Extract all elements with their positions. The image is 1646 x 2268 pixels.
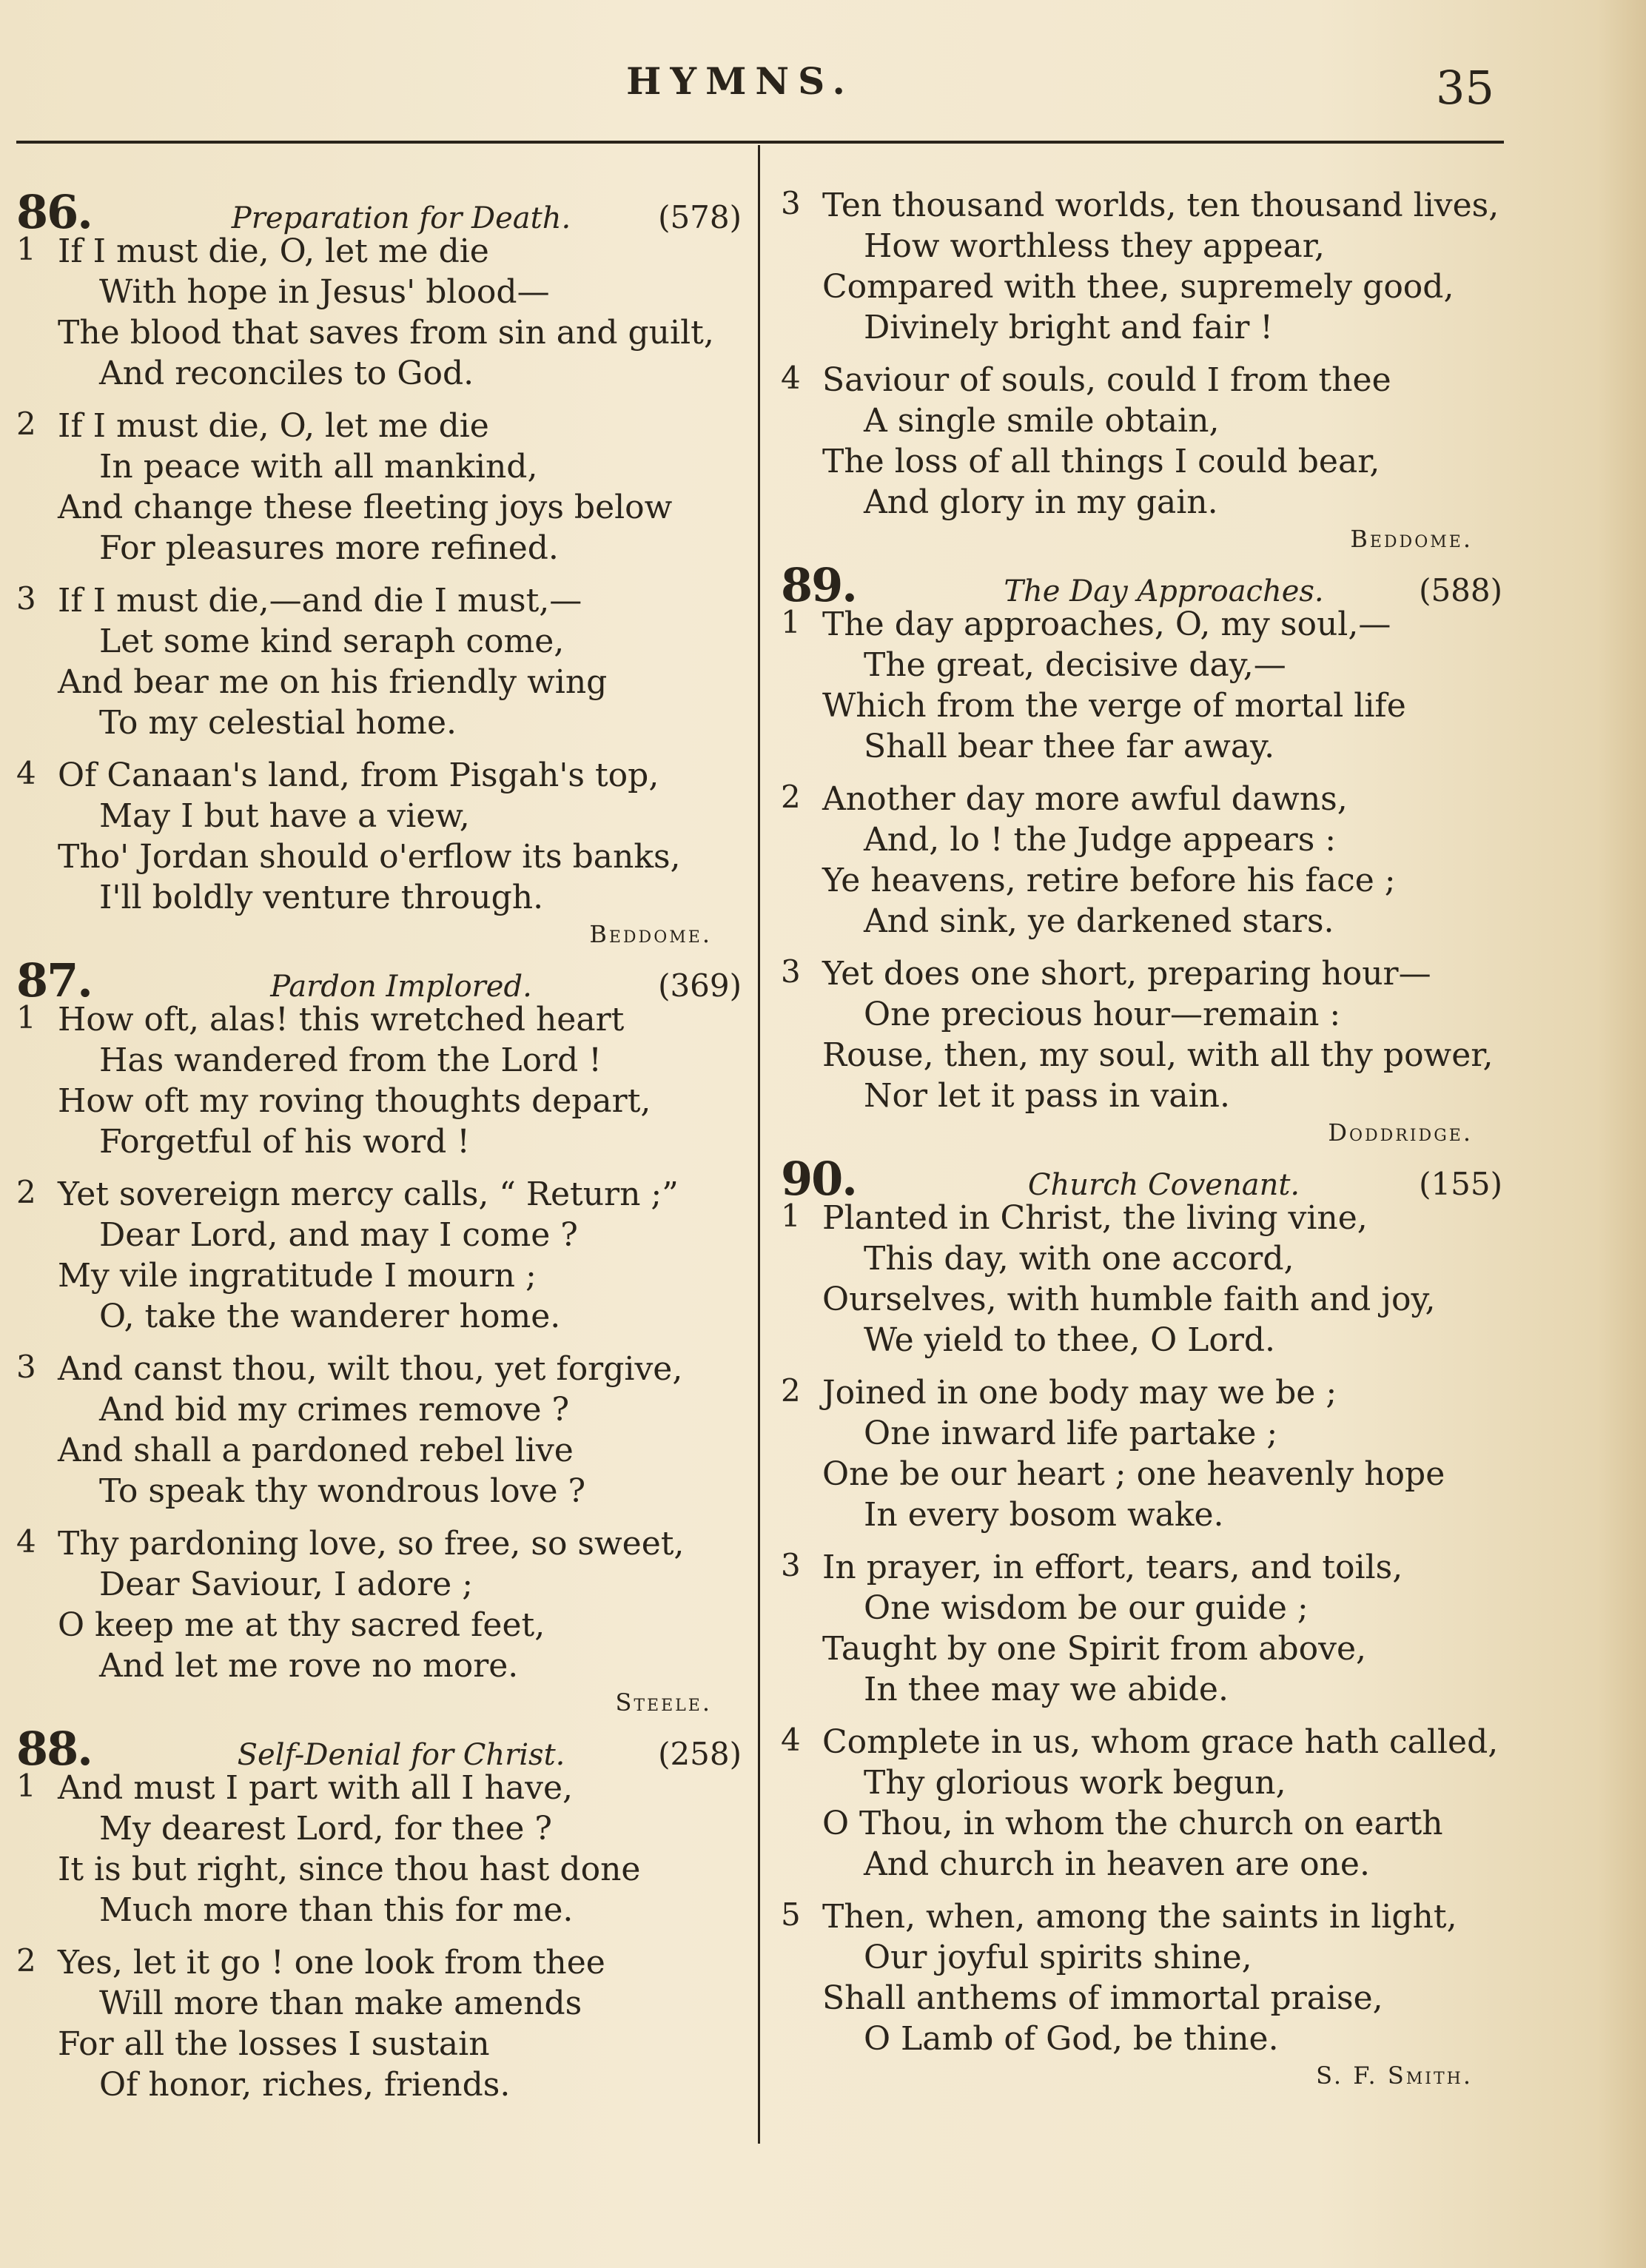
hymn-number: 86. bbox=[16, 185, 92, 239]
verse-line: The great, decisive day,— bbox=[864, 646, 1286, 684]
verse-line: Dear Saviour, I adore ; bbox=[99, 1566, 474, 1603]
verse-line: And church in heaven are one. bbox=[864, 1845, 1370, 1883]
verse-line: O Lamb of God, be thine. bbox=[864, 2020, 1279, 2058]
verse-line: And change these fleeting joys below bbox=[58, 489, 673, 526]
verse-line: One wisdom be our guide ; bbox=[864, 1589, 1309, 1627]
hymn-header bbox=[781, 558, 1502, 612]
verse-line: Thy glorious work begun, bbox=[864, 1764, 1286, 1802]
verse-line: Nor let it pass in vain. bbox=[864, 1077, 1230, 1115]
verse-number: 3 bbox=[16, 580, 36, 617]
hymn-number: 87. bbox=[16, 953, 92, 1007]
hymn-number: 89. bbox=[781, 558, 856, 612]
running-title: HYMNS. bbox=[626, 59, 854, 103]
verse-number: 3 bbox=[781, 953, 801, 990]
verse-line: And must I part with all I have, bbox=[58, 1769, 573, 1807]
verse-number: 2 bbox=[16, 1942, 36, 1979]
hymn-reference: (578) bbox=[658, 199, 742, 235]
hymn-author: Steele. bbox=[615, 1688, 712, 1717]
verse-line: And sink, ye darkened stars. bbox=[864, 902, 1334, 940]
verse-line: Taught by one Spirit from above, bbox=[822, 1630, 1366, 1668]
verse-line: If I must die,—and die I must,— bbox=[58, 582, 582, 620]
verse-line: We yield to thee, O Lord. bbox=[864, 1321, 1276, 1359]
page-number: 35 bbox=[1436, 61, 1494, 115]
verse-line: Let some kind seraph come, bbox=[99, 623, 565, 660]
verse-line: Another day more awful dawns, bbox=[822, 780, 1348, 818]
verse-line: One be our heart ; one heavenly hope bbox=[822, 1455, 1445, 1493]
verse bbox=[781, 360, 1502, 523]
verse-line: Planted in Christ, the living vine, bbox=[822, 1199, 1368, 1237]
verse bbox=[16, 999, 742, 1162]
hymn-reference: (258) bbox=[658, 1736, 742, 1772]
verse bbox=[16, 1349, 742, 1512]
hymn-title: Self-Denial for Christ. bbox=[237, 1738, 565, 1772]
verse-number: 4 bbox=[16, 1523, 36, 1560]
verse-line: And reconciles to God. bbox=[99, 355, 474, 392]
verse-line: Shall anthems of immortal praise, bbox=[822, 1979, 1383, 2017]
hymn-author: Beddome. bbox=[1350, 525, 1473, 553]
verse-line: For pleasures more refined. bbox=[99, 529, 559, 567]
verse bbox=[781, 1896, 1502, 2059]
verse bbox=[781, 953, 1502, 1116]
column-rule bbox=[758, 145, 760, 2144]
verse-line: I'll boldly venture through. bbox=[99, 879, 544, 916]
hymn-reference: (155) bbox=[1419, 1166, 1502, 1202]
verse-line: My dearest Lord, for thee ? bbox=[99, 1810, 553, 1848]
verse-line: If I must die, O, let me die bbox=[58, 232, 489, 270]
verse-line: And canst thou, wilt thou, yet forgive, bbox=[58, 1350, 683, 1388]
verse-line: Of honor, riches, friends. bbox=[99, 2066, 511, 2104]
hymn-header bbox=[16, 953, 742, 1007]
verse-line: And, lo ! the Judge appears : bbox=[864, 821, 1337, 859]
verse-line: One precious hour—remain : bbox=[864, 996, 1341, 1033]
hymn-title: Church Covenant. bbox=[1027, 1168, 1300, 1202]
verse-line: Joined in one body may we be ; bbox=[822, 1374, 1337, 1412]
verse bbox=[781, 1547, 1502, 1710]
verse-line: If I must die, O, let me die bbox=[58, 407, 489, 445]
verse-number: 1 bbox=[16, 999, 36, 1036]
verse-line: Ten thousand worlds, ten thousand lives, bbox=[822, 187, 1499, 224]
verse-line: This day, with one accord, bbox=[864, 1240, 1294, 1278]
verse-line: O keep me at thy sacred feet, bbox=[58, 1606, 545, 1644]
verse-number: 2 bbox=[781, 779, 801, 815]
verse-line: Forgetful of his word ! bbox=[99, 1123, 470, 1161]
verse bbox=[781, 1198, 1502, 1361]
hymn-89 bbox=[781, 558, 1502, 1147]
verse-line: My vile ingratitude I mourn ; bbox=[58, 1257, 537, 1295]
verse-line: To my celestial home. bbox=[99, 704, 457, 742]
verse-line: May I but have a view, bbox=[99, 797, 470, 835]
verse-line: Yet does one short, preparing hour— bbox=[822, 955, 1431, 993]
verse-line: Which from the verge of mortal life bbox=[822, 687, 1406, 725]
verse-number: 1 bbox=[781, 1198, 801, 1234]
verse bbox=[16, 755, 742, 918]
hymn-88 bbox=[16, 1722, 742, 2105]
verse-line: Ye heavens, retire before his face ; bbox=[822, 862, 1396, 899]
hymn-header bbox=[781, 1152, 1502, 1206]
verse-line: How worthless they appear, bbox=[864, 227, 1325, 265]
verse-line: The loss of all things I could bear, bbox=[822, 443, 1380, 480]
verse-number: 5 bbox=[781, 1896, 801, 1933]
verse-line: Divinely bright and fair ! bbox=[864, 309, 1274, 346]
verse-line: Ourselves, with humble faith and joy, bbox=[822, 1281, 1436, 1318]
left-column bbox=[16, 185, 742, 2117]
hymn-90 bbox=[781, 1152, 1502, 2090]
verse-line: In thee may we abide. bbox=[864, 1671, 1229, 1708]
verse-line: And let me rove no more. bbox=[99, 1647, 519, 1685]
verse-line: In every bosom wake. bbox=[864, 1496, 1224, 1534]
verse bbox=[781, 604, 1502, 767]
verse-line: Compared with thee, supremely good, bbox=[822, 268, 1454, 306]
verse-line: Tho' Jordan should o'erflow its banks, bbox=[58, 838, 681, 876]
verse-line: And shall a pardoned rebel live bbox=[58, 1432, 574, 1469]
verse-line: In peace with all mankind, bbox=[99, 448, 538, 486]
verse-number: 3 bbox=[16, 1349, 36, 1385]
verse-line: And glory in my gain. bbox=[864, 483, 1218, 521]
hymn-reference: (588) bbox=[1419, 572, 1502, 608]
hymn-author: Beddome. bbox=[589, 920, 712, 948]
verse-line: With hope in Jesus' blood— bbox=[99, 273, 550, 311]
verse bbox=[781, 1722, 1502, 1885]
hymn-87 bbox=[16, 953, 742, 1717]
verse bbox=[781, 185, 1502, 348]
right-column bbox=[781, 185, 1502, 2095]
verse bbox=[781, 779, 1502, 942]
verse bbox=[16, 1174, 742, 1337]
header-rule bbox=[16, 141, 1504, 144]
verse-number: 1 bbox=[16, 231, 36, 267]
verse-number: 4 bbox=[16, 755, 36, 791]
verse-line: Then, when, among the saints in light, bbox=[822, 1898, 1457, 1936]
hymn-title: The Day Approaches. bbox=[1004, 574, 1324, 608]
hymn-title: Preparation for Death. bbox=[231, 201, 571, 235]
verse-number: 3 bbox=[781, 1547, 801, 1583]
hymn-title: Pardon Implored. bbox=[270, 970, 532, 1004]
verse bbox=[781, 1372, 1502, 1535]
hymn-number: 90. bbox=[781, 1152, 856, 1206]
verse-line: Saviour of souls, could I from thee bbox=[822, 361, 1391, 399]
verse-line: A single smile obtain, bbox=[864, 402, 1220, 440]
verse-line: For all the losses I sustain bbox=[58, 2025, 490, 2063]
verse-line: It is but right, since thou hast done bbox=[58, 1851, 641, 1888]
verse-line: Much more than this for me. bbox=[99, 1891, 574, 1929]
verse-line: How oft, alas! this wretched heart bbox=[58, 1001, 625, 1039]
verse-line: O Thou, in whom the church on earth bbox=[822, 1805, 1443, 1842]
verse-line: The day approaches, O, my soul,— bbox=[822, 605, 1391, 643]
verse-number: 1 bbox=[16, 1768, 36, 1804]
verse-line: Will more than make amends bbox=[99, 1984, 582, 2022]
verse-line: Thy pardoning love, so free, so sweet, bbox=[58, 1525, 685, 1563]
verse bbox=[16, 1523, 742, 1686]
verse bbox=[16, 231, 742, 394]
verse-line: O, take the wanderer home. bbox=[99, 1298, 561, 1335]
verse-line: Yet sovereign mercy calls, “ Return ;” bbox=[58, 1175, 679, 1213]
verse-line: To speak thy wondrous love ? bbox=[99, 1472, 586, 1510]
verse bbox=[16, 1942, 742, 2105]
verse-number: 2 bbox=[781, 1372, 801, 1409]
hymn-86 bbox=[16, 185, 742, 949]
verse-line: How oft my roving thoughts depart, bbox=[58, 1082, 651, 1120]
verse-number: 3 bbox=[781, 185, 801, 221]
hymn-88-continued bbox=[781, 185, 1502, 554]
verse bbox=[16, 1768, 742, 1930]
verse bbox=[16, 580, 742, 743]
verse-line: Shall bear thee far away. bbox=[864, 728, 1275, 765]
verse-line: The blood that saves from sin and guilt, bbox=[58, 314, 714, 352]
verse-line: And bear me on his friendly wing bbox=[58, 663, 608, 701]
verse-line: Of Canaan's land, from Pisgah's top, bbox=[58, 756, 659, 794]
verse-line: Complete in us, whom grace hath called, bbox=[822, 1723, 1499, 1761]
verse-line: And bid my crimes remove ? bbox=[99, 1391, 570, 1429]
verse-line: Has wandered from the Lord ! bbox=[99, 1041, 602, 1079]
hymn-number: 88. bbox=[16, 1722, 92, 1776]
verse-number: 4 bbox=[781, 1722, 801, 1758]
verse-line: Yes, let it go ! one look from thee bbox=[58, 1944, 605, 1982]
verse-number: 1 bbox=[781, 604, 801, 640]
verse-line: Our joyful spirits shine, bbox=[864, 1939, 1252, 1976]
verse-line: One inward life partake ; bbox=[864, 1415, 1278, 1452]
hymn-reference: (369) bbox=[658, 967, 742, 1004]
hymn-author: S. F. Smith. bbox=[1316, 2061, 1473, 2090]
verse-number: 4 bbox=[781, 360, 801, 396]
hymn-header bbox=[16, 1722, 742, 1776]
verse bbox=[16, 406, 742, 568]
hymn-header bbox=[16, 185, 742, 239]
verse-line: In prayer, in effort, tears, and toils, bbox=[822, 1549, 1403, 1586]
hymn-author: Doddridge. bbox=[1328, 1118, 1473, 1147]
verse-line: Rouse, then, my soul, with all thy power, bbox=[822, 1036, 1494, 1074]
verse-line: Dear Lord, and may I come ? bbox=[99, 1216, 578, 1254]
verse-number: 2 bbox=[16, 1174, 36, 1210]
verse-number: 2 bbox=[16, 406, 36, 442]
